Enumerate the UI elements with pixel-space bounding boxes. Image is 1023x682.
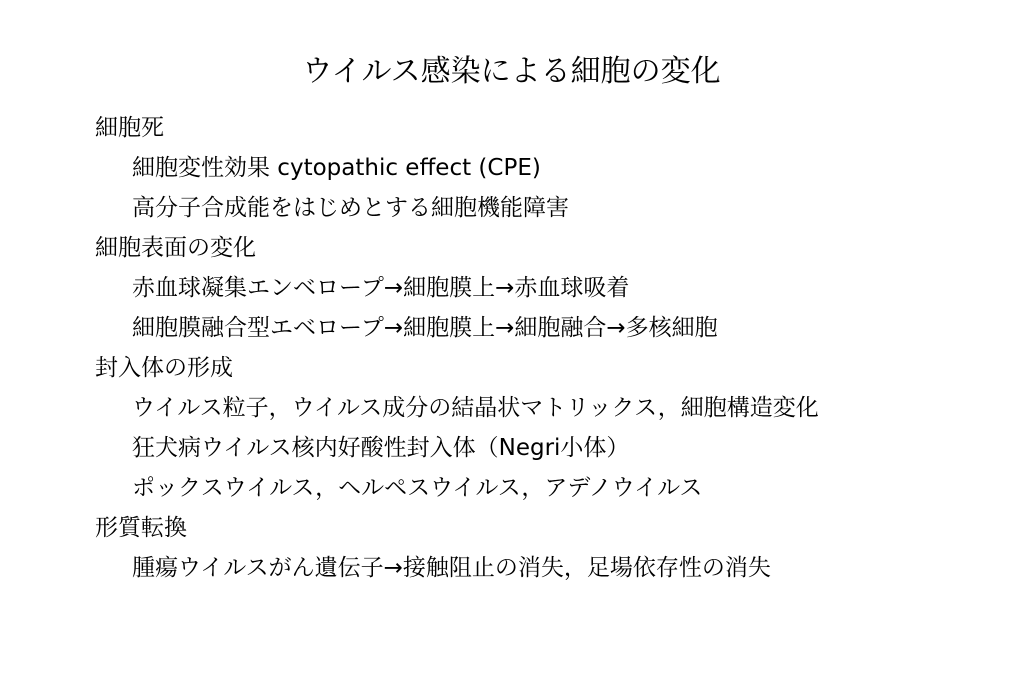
bullet-cell-fusion: 細胞膜融合型エベロープ→細胞膜上→細胞融合→多核細胞 bbox=[132, 315, 718, 341]
heading-transformation: 形質転換 bbox=[95, 515, 187, 541]
slide-body bbox=[95, 108, 1005, 588]
bullet-oncogene: 腫瘍ウイルスがん遺伝子→接触阻止の消失，足場依存性の消失 bbox=[132, 555, 771, 581]
bullet-negri-body: 狂犬病ウイルス核内好酸性封入体（Negri小体） bbox=[132, 435, 630, 461]
heading-cell-surface-change: 細胞表面の変化 bbox=[95, 235, 256, 261]
heading-cell-death: 細胞死 bbox=[95, 115, 164, 141]
bullet-pox-herpes-adeno: ポックスウイルス，ヘルペスウイルス，アデノウイルス bbox=[132, 475, 703, 501]
bullet-hemadsorption: 赤血球凝集エンベロープ→細胞膜上→赤血球吸着 bbox=[132, 275, 630, 301]
bullet-macromolecule-synthesis: 高分子合成能をはじめとする細胞機能障害 bbox=[132, 195, 569, 221]
slide-title: ウイルス感染による細胞の変化 bbox=[302, 54, 721, 89]
bullet-virus-particle: ウイルス粒子，ウイルス成分の結晶状マトリックス，細胞構造変化 bbox=[132, 395, 819, 421]
bullet-cpe: 細胞変性効果 cytopathic effect (CPE) bbox=[132, 155, 541, 181]
heading-inclusion-body: 封入体の形成 bbox=[95, 355, 233, 381]
